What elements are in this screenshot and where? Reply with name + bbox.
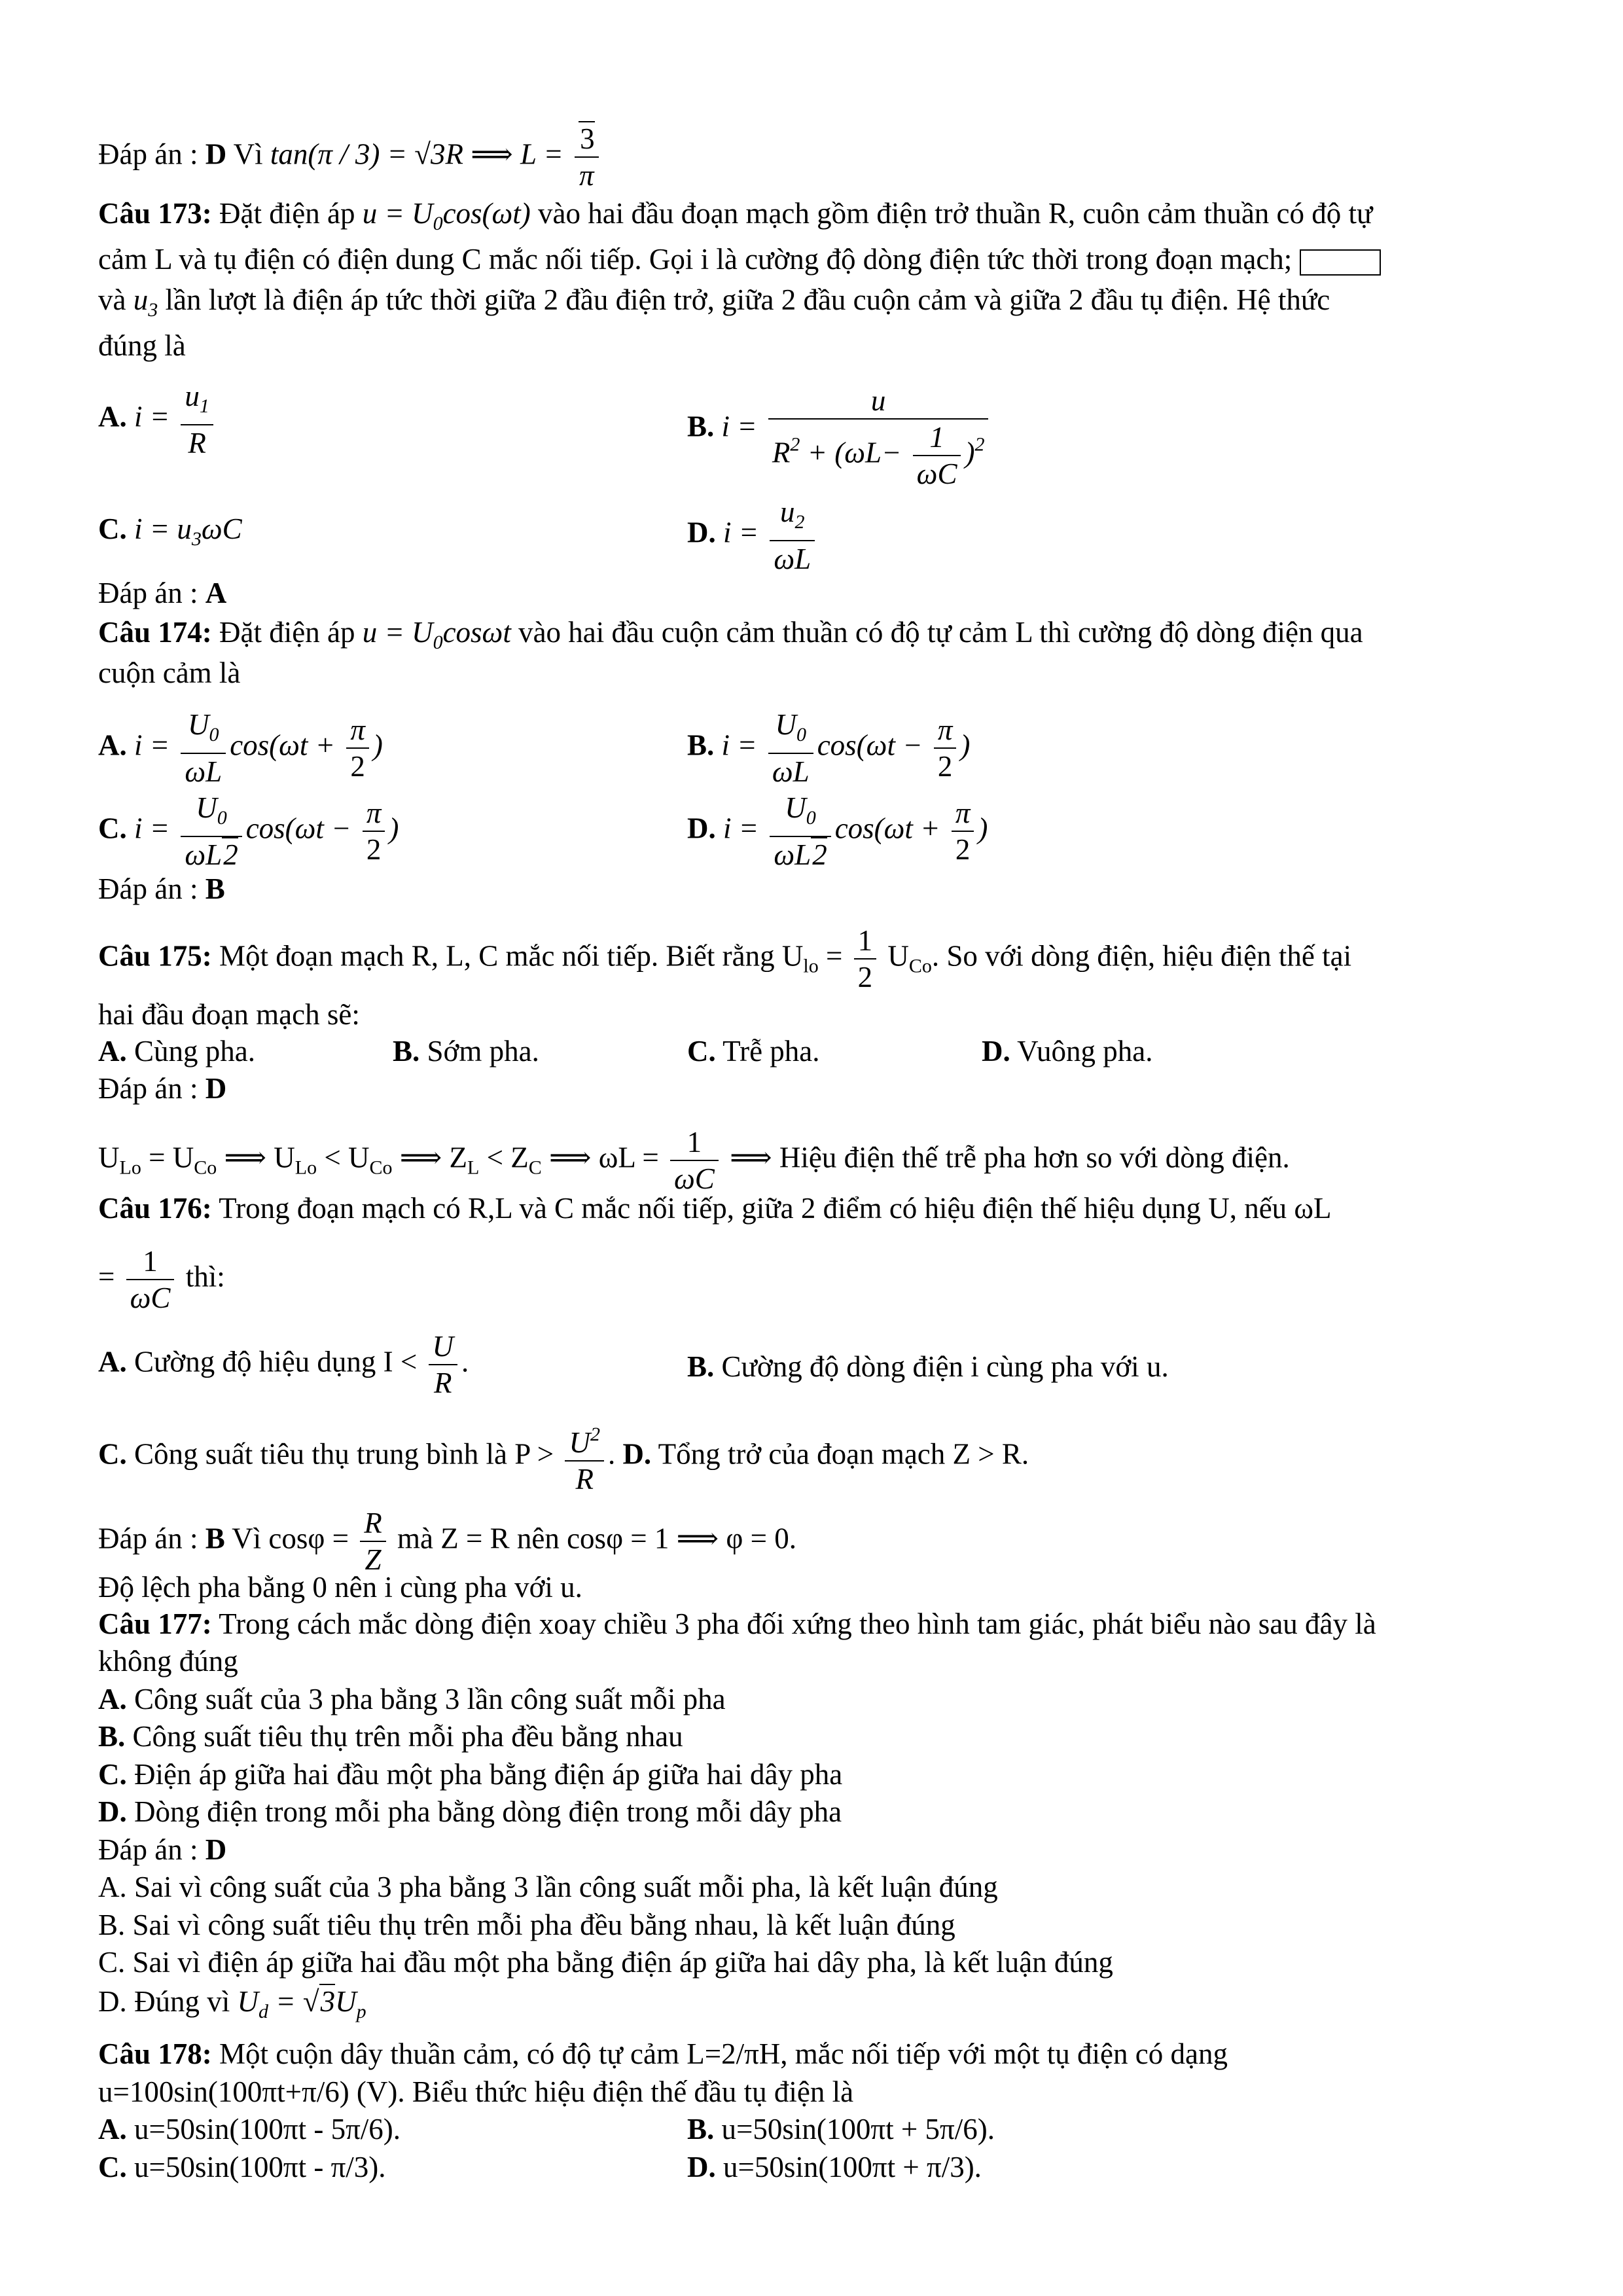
- q175-option-b: B. Sớm pha.: [393, 1035, 539, 1067]
- q178-option-a: A. u=50sin(100πt - 5π/6).: [98, 2113, 401, 2145]
- q178-option-b: B. u=50sin(100πt + 5π/6).: [687, 2113, 995, 2145]
- q175-explanation: $U_{Lo} = U_{Co}$ ⟹ $U_{Lo} < U_{Co}$ ⟹ $Z_L < Z_C$ ⟹ ωL = $\frac{1}{\omega C}$ ⟹ Hiệu điện thế trễ pha hơn so với dòng điện.: [98, 1126, 1290, 1195]
- q177-option-a: A. Công suất của 3 pha bằng 3 lần công suất mỗi pha: [98, 1683, 726, 1715]
- q175-line2: hai đầu đoạn mạch sẽ:: [98, 998, 360, 1031]
- q174-option-b: B. i = $\frac{U_0}{\omega L}$ cos(ωt − $\frac{\pi}{2}$ ): [687, 708, 971, 788]
- q178-line1: Câu 178: Một cuộn dây thuần cảm, có độ tự cảm L=2/πH, mắc nối tiếp với một tụ điện có dạng: [98, 2037, 1228, 2070]
- q176-answer: Đáp án : B Vì cosφ = $\frac{R}{Z}$ mà Z = R nên cosφ = 1 ⟹ φ = 0.: [98, 1507, 797, 1576]
- q178-option-c: C. u=50sin(100πt - π/3).: [98, 2151, 386, 2183]
- q175-answer: Đáp án : D: [98, 1072, 227, 1105]
- q173-option-d: D. i = $\frac{u_2}{\omega L}$: [687, 494, 819, 577]
- q177-line2: không đúng: [98, 1645, 238, 1677]
- q175-option-a: A. Cùng pha.: [98, 1035, 255, 1067]
- q178-option-d: D. u=50sin(100πt + π/3).: [687, 2151, 982, 2183]
- q176-option-b: B. Cường độ dòng điện i cùng pha với u.: [687, 1350, 1169, 1383]
- q173-line4: đúng là: [98, 329, 186, 362]
- q173-answer: Đáp án : A: [98, 577, 227, 609]
- q177-answer: Đáp án : D: [98, 1833, 227, 1866]
- q174-option-d: D. i = $\frac{U_0}{\omega L2}$ cos(ωt + $\frac{\pi}{2}$ ): [687, 791, 988, 871]
- q172-fraction: $\frac{3}{\pi}$: [575, 121, 599, 193]
- embedded-object-icon: [1300, 249, 1381, 276]
- q177-option-d: D. Dòng điện trong mỗi pha bằng dòng điện trong mỗi dây pha: [98, 1795, 842, 1828]
- q177-option-b: B. Công suất tiêu thụ trên mỗi pha đều bằng nhau: [98, 1720, 683, 1753]
- q177-explanation-d: D. Đúng vì $U_d = √3U_p$: [98, 1985, 366, 2022]
- q176-line2: = $\frac{1}{\omega C}$ thì:: [98, 1245, 225, 1314]
- q174-option-a: A. i = $\frac{U_0}{\omega L}$ cos(ωt + $\frac{\pi}{2}$ ): [98, 708, 383, 788]
- q176-line1: Câu 176: Trong đoạn mạch có R,L và C mắc nối tiếp, giữa 2 điểm có hiệu điện thế hiệu dụng U, nếu ωL: [98, 1192, 1332, 1225]
- q175-option-d: D. Vuông pha.: [982, 1035, 1153, 1067]
- q173-line3: và $u_3$ lần lượt là điện áp tức thời giữa 2 đầu điện trở, giữa 2 đầu cuộn cảm và giữa 2 đầu tụ điện. Hệ thức: [98, 283, 1330, 321]
- q176-option-a: A. Cường độ hiệu dụng I < $\frac{U}{R}$ .: [98, 1330, 469, 1399]
- q174-line1: Câu 174: Đặt điện áp $u = U_0\cos\omega t$ vào hai đầu cuộn cảm thuần có độ tự cảm L thì cường độ dòng điện qua: [98, 616, 1363, 653]
- q173-line2: cảm L và tụ điện có điện dung C mắc nối tiếp. Gọi i là cường độ dòng điện tức thời trong đoạn mạch;: [98, 241, 1381, 278]
- q177-explanation-a: A. Sai vì công suất của 3 pha bằng 3 lần công suất mỗi pha, là kết luận đúng: [98, 1871, 998, 1903]
- q174-line2: cuộn cảm là: [98, 656, 241, 689]
- q176-explanation: Độ lệch pha bằng 0 nên i cùng pha với u.: [98, 1571, 582, 1604]
- q172-formula: tan(π / 3) = √3R ⟹ L =: [270, 137, 571, 171]
- q173-option-c: C. $i = u_3\omega C$: [98, 512, 242, 550]
- q174-option-c: C. i = $\frac{U_0}{\omega L2}$ cos(ωt − $\frac{\pi}{2}$ ): [98, 791, 399, 871]
- q177-explanation-c: C. Sai vì điện áp giữa hai đầu một pha bằng điện áp giữa hai dây pha, là kết luận đúng: [98, 1946, 1113, 1979]
- q173-option-a: A. i = $\frac{u_1}{R}$: [98, 378, 217, 461]
- q178-line2: u=100sin(100πt+π/6) (V). Biểu thức hiệu điện thế đầu tụ điện là: [98, 2075, 854, 2108]
- q173-voltage-formula: $u = U_0\cos(\omega t)$: [362, 197, 531, 234]
- q175-line1: Câu 175: Một đoạn mạch R, L, C mắc nối tiếp. Biết rằng $U_{lo}$ = $\frac{1}{2}$ $U_{Co}$. So với dòng điện, hiệu điện thế tại: [98, 924, 1352, 994]
- q173-option-b: B. i = u $R^2 + (\omega L-$ $\frac{1}{\omega C}$ )$^2$: [687, 383, 992, 492]
- q172-answer-line: Đáp án : D Vì tan(π / 3) = √3R ⟹ L = $\frac{3}{\pi}$: [98, 121, 603, 193]
- q175-option-c: C. Trễ pha.: [687, 1035, 820, 1067]
- q173-line1: Câu 173: Đặt điện áp $u = U_0\cos(\omega t)$ vào hai đầu đoạn mạch gồm điện trở thuần R, cuôn cảm thuần có độ tự: [98, 197, 1373, 234]
- q177-option-c: C. Điện áp giữa hai đầu một pha bằng điện áp giữa hai dây pha: [98, 1758, 843, 1791]
- q177-line1: Câu 177: Trong cách mắc dòng điện xoay chiều 3 pha đối xứng theo hình tam giác, phát biểu nào sau đây là: [98, 1607, 1376, 1640]
- q177-explanation-b: B. Sai vì công suất tiêu thụ trên mỗi pha đều bằng nhau, là kết luận đúng: [98, 1909, 955, 1941]
- q174-answer: Đáp án : B: [98, 872, 225, 905]
- q176-option-c: C. Công suất tiêu thụ trung bình là P > $\frac{U^2}{R}$ . D. Tổng trở của đoạn mạch Z > R.: [98, 1417, 1029, 1497]
